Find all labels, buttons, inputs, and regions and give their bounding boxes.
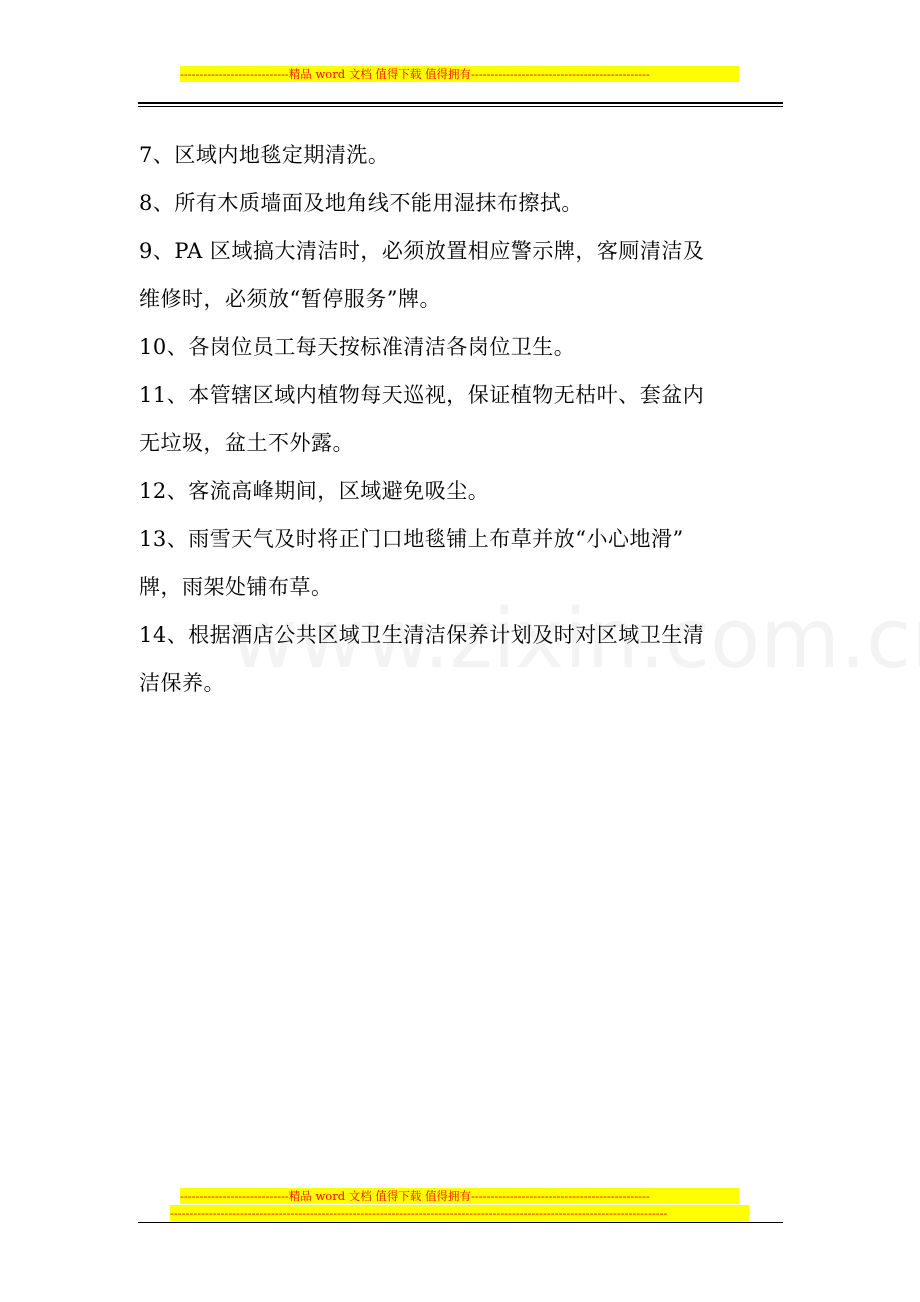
body-line: 12、客流高峰期间，区域避免吸尘。 <box>139 479 490 503</box>
body-line: 14、根据酒店公共区域卫生清洁保养计划及时对区域卫生清 <box>139 623 705 647</box>
footer-banner: ----------------------------精品 word 文档 值得下载 值得拥有---------------------------------------------- <box>180 1188 739 1204</box>
body-line: 维修时，必须放“暂停服务”牌。 <box>139 287 441 311</box>
footer-banner-dashes: -------------------------------------------------------------------------------------------------------------------------------- <box>170 1205 749 1221</box>
header-rule-thin <box>138 106 783 107</box>
header-banner: ----------------------------精品 word 文档 值得下载 值得拥有---------------------------------------------- <box>180 66 739 82</box>
body-line: 13、雨雪天气及时将正门口地毯铺上布草并放“小心地滑” <box>139 527 684 551</box>
body-line: 9、PA 区域搞大清洁时，必须放置相应警示牌，客厕清洁及 <box>139 239 705 263</box>
body-line: 10、各岗位员工每天按标准清洁各岗位卫生。 <box>139 335 576 359</box>
document-body <box>139 131 784 707</box>
header-rule-thick <box>138 102 783 104</box>
footer-rule <box>138 1222 783 1223</box>
body-line: 8、所有木质墙面及地角线不能用湿抹布擦拭。 <box>139 191 583 215</box>
body-line: 11、本管辖区域内植物每天巡视，保证植物无枯叶、套盆内 <box>139 383 705 407</box>
body-line: 洁保养。 <box>139 671 225 695</box>
body-line: 牌，雨架处铺布草。 <box>139 575 333 599</box>
body-line: 7、区域内地毯定期清洗。 <box>139 143 390 167</box>
body-line: 无垃圾，盆土不外露。 <box>139 431 354 455</box>
